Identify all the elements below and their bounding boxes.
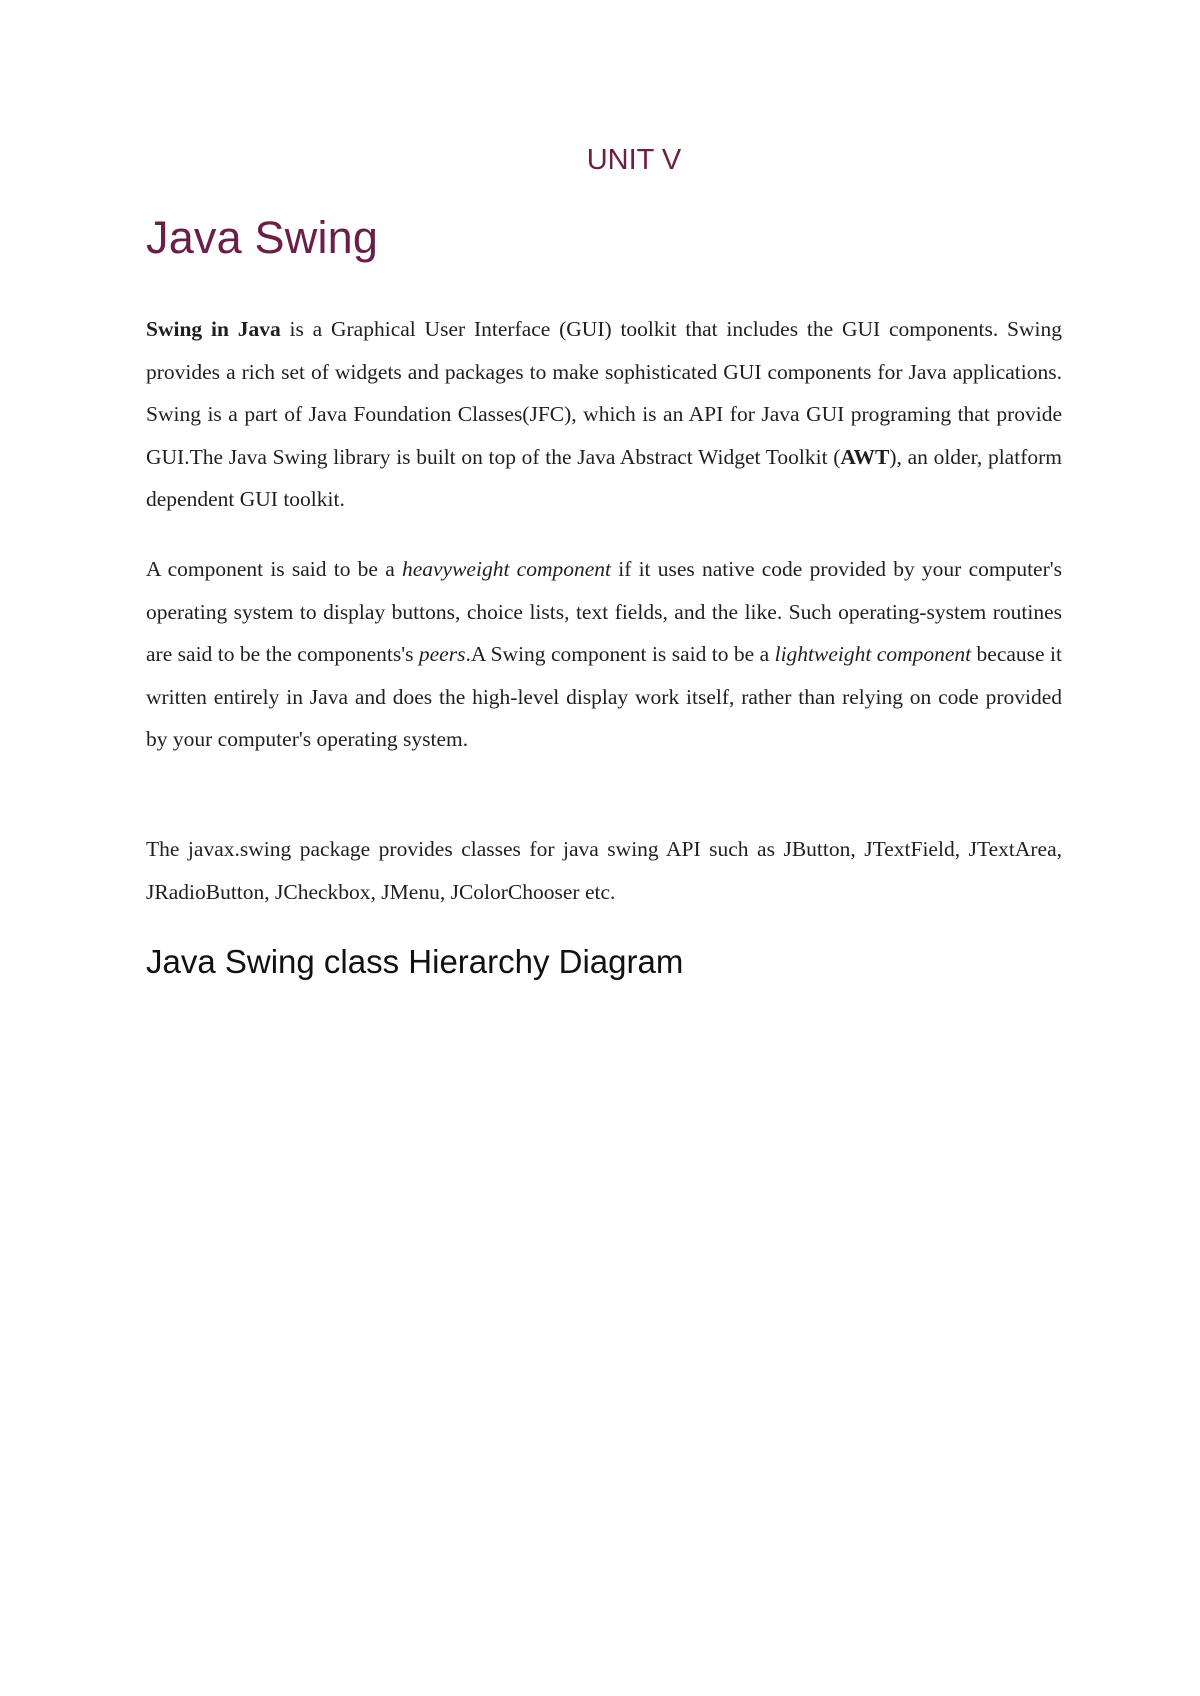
component-text-b: if it uses native code provided by your computer's operating system to display buttons, choice lists, text fields, and the like. Such operating-system routines are said to be the components's — [146, 557, 1063, 666]
intro-text-b: ), an older, platform dependent GUI toolkit. — [146, 444, 1062, 511]
awt-bold: AWT — [840, 444, 890, 469]
unit-heading: UNIT V — [586, 144, 682, 176]
swing-in-java-bold: Swing in Java — [146, 317, 281, 341]
page-title: Java Swing — [146, 212, 379, 263]
heavyweight-italic: heavyweight component — [401, 557, 611, 581]
component-text-d: because it written entirely in Java and does the high-level display work itself, rather than relying on code provided by your computer's operating system. — [146, 642, 1062, 751]
component-text-a: A component is said to be a — [146, 557, 402, 581]
intro-paragraph — [146, 308, 1062, 521]
package-paragraph: The javax.swing package provides classes for java swing API such as JButton, JTextField, JTextArea, JRadioButton, JCheckbox, JMenu, JColorChooser etc. — [146, 837, 1062, 904]
component-paragraph — [146, 548, 1062, 761]
lightweight-italic: lightweight component — [774, 642, 972, 666]
component-text-c: .A Swing component is said to be a — [465, 642, 775, 666]
intro-text-a: is a Graphical User Interface (GUI) toolkit that includes the GUI components. Swing provides a rich set of widgets and packages to make sophisticated GUI components for Java applications. Swing is a part of Java Foundation Classes(JFC), which is an API for Java GUI programing that provide GUI.The Java Swing library is built on top of the Java Abstract Widget Toolkit ( — [146, 317, 1062, 469]
hierarchy-section-title: Java Swing class Hierarchy Diagram — [146, 943, 684, 980]
peers-italic: peers — [418, 642, 466, 666]
